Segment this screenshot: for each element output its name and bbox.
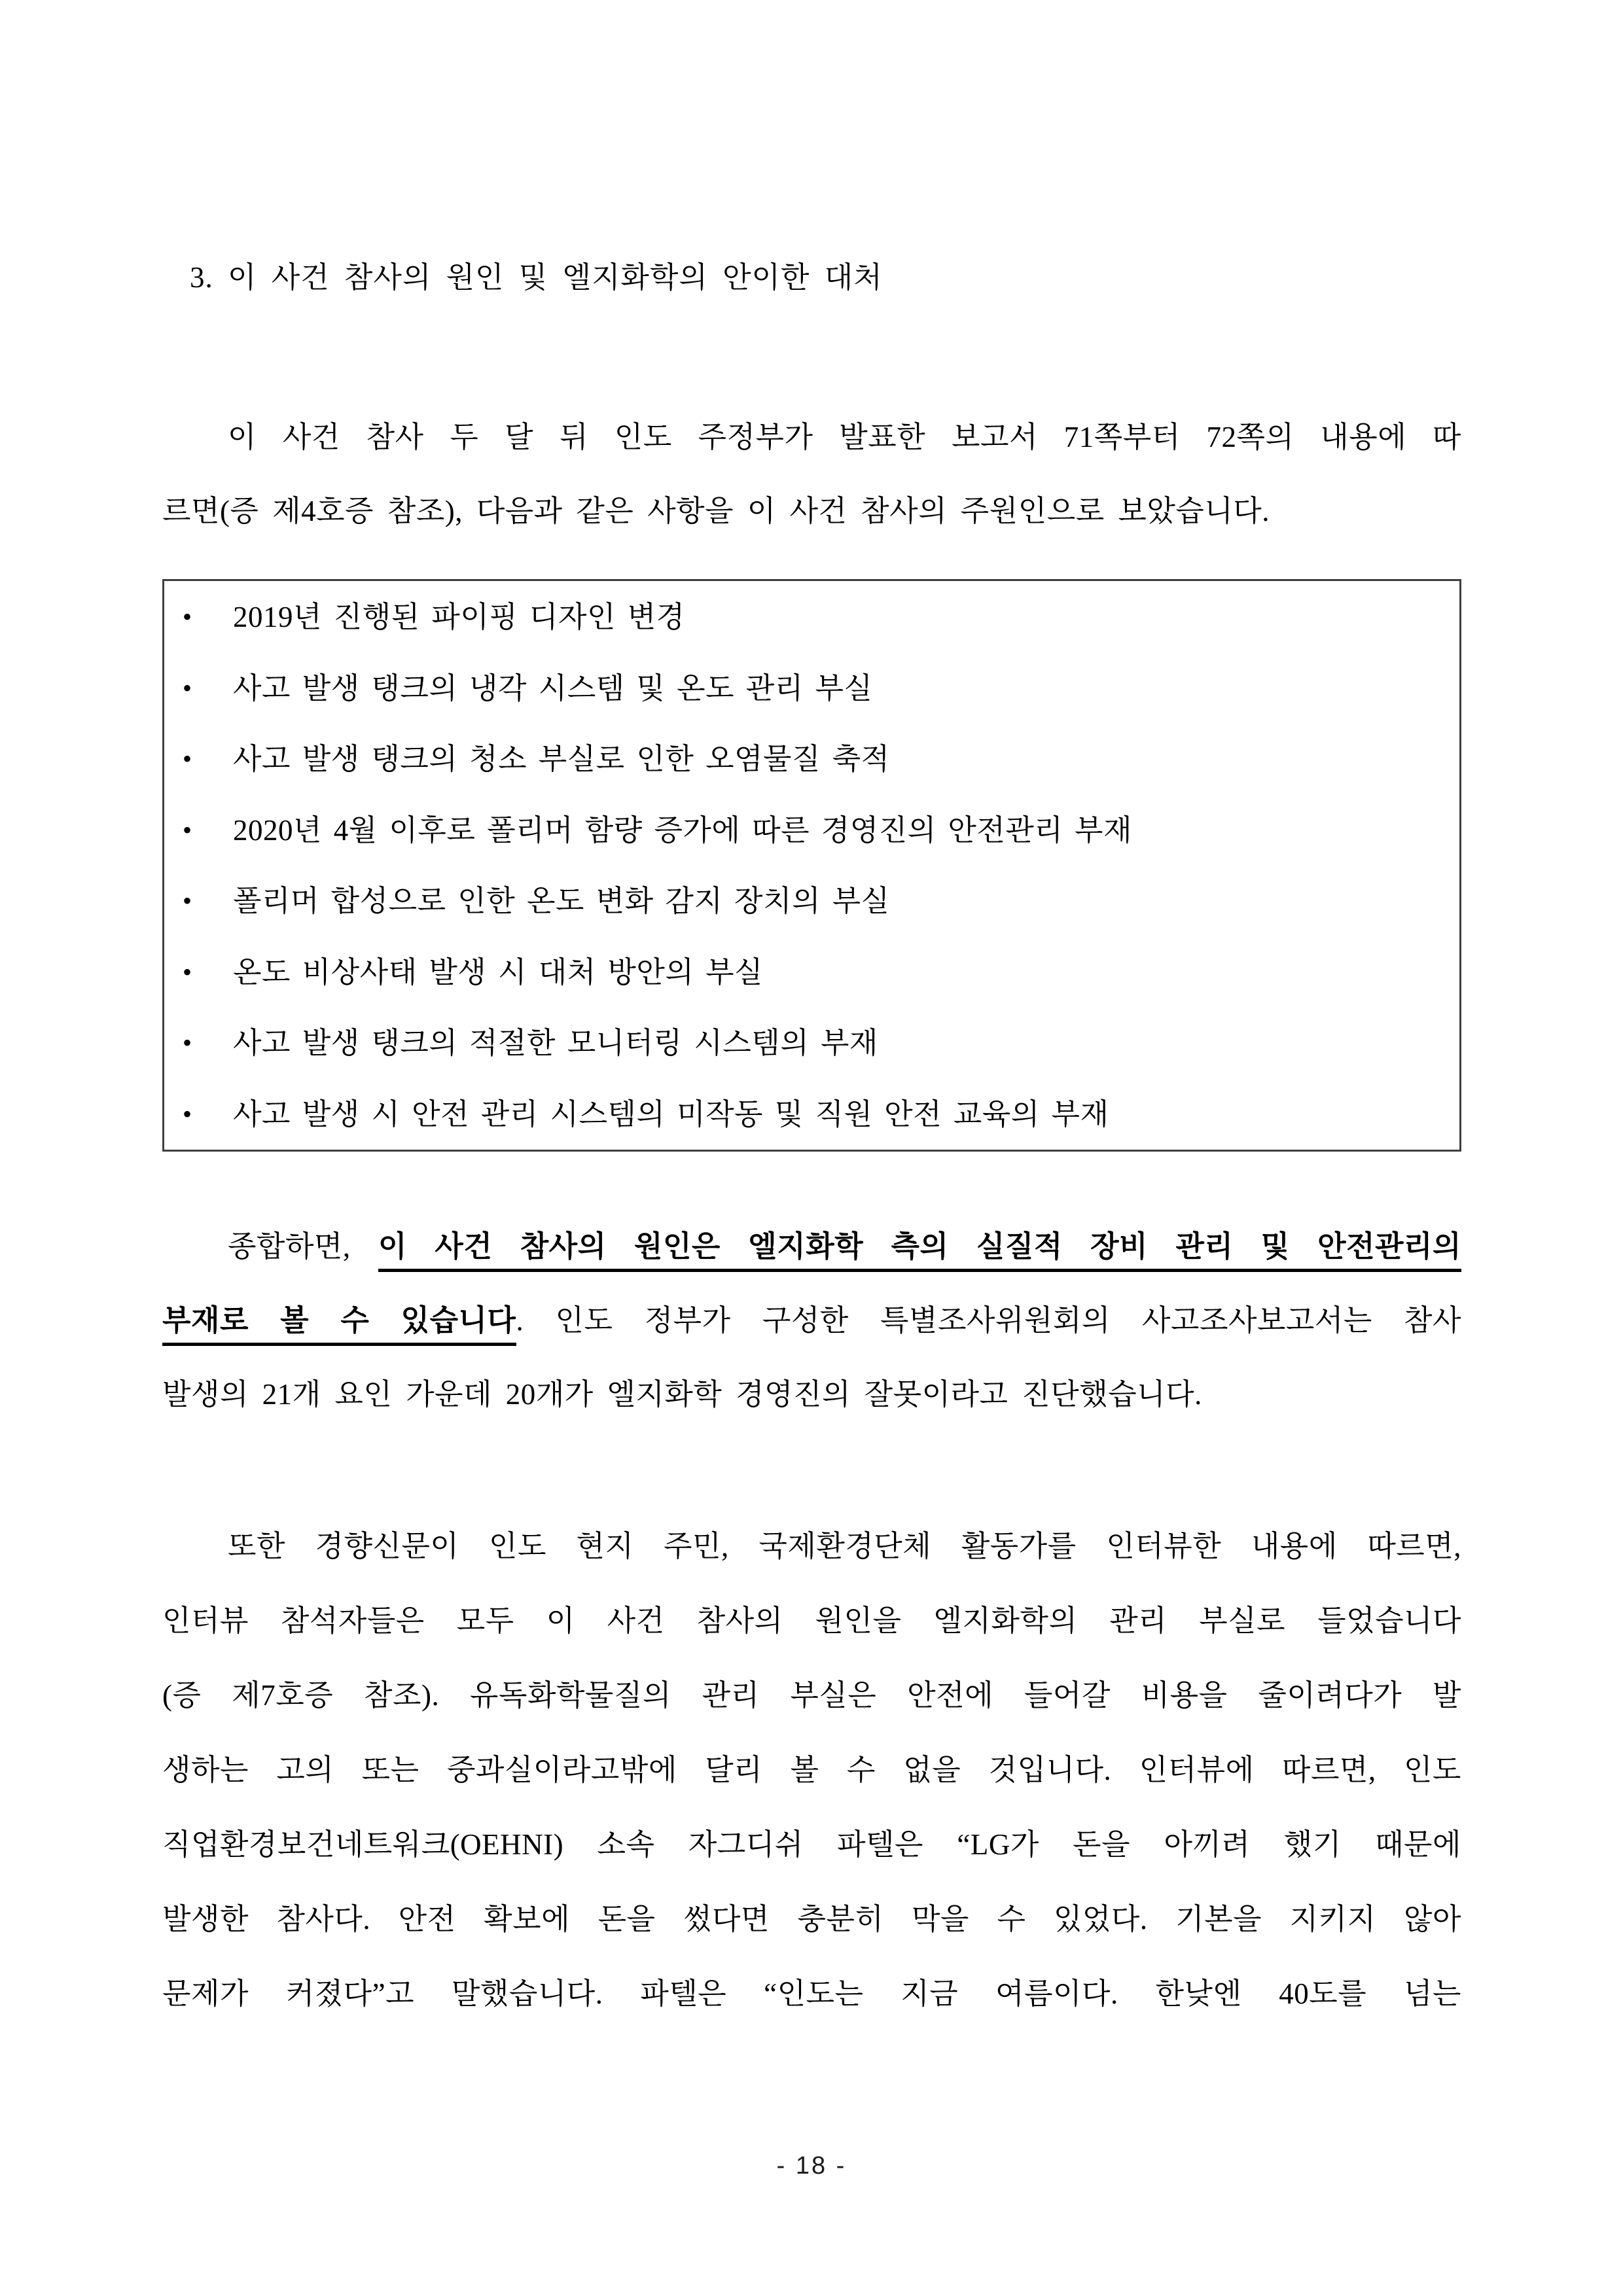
emphasis-text: 이 사건 참사의 원인은 엘지화학 측의 실질적 장비 관리 및 안전관리의	[378, 1230, 1461, 1272]
text-run: 직업환경보건네트워크(OEHNI) 소속 자그디쉬 파텔은 “LG가 돈을 아끼려 했기 때문에	[162, 1828, 1461, 1861]
list-item-text: 사고 발생 탱크의 적절한 모니터링 시스템의 부재	[233, 1027, 878, 1059]
paragraph-conclusion	[162, 1210, 1461, 1432]
list-item-text: 사고 발생 시 안전 관리 시스템의 미작동 및 직원 안전 교육의 부재	[233, 1097, 1109, 1131]
list-item-text: 사고 발생 탱크의 청소 부실로 인한 오염물질 축적	[233, 743, 890, 775]
text-line	[162, 474, 1461, 548]
text-line	[162, 400, 1461, 474]
list-item-text: 사고 발생 탱크의 냉각 시스템 및 온도 관리 부실	[233, 671, 873, 705]
section-heading: 3. 이 사건 참사의 원인 및 엘지화학의 안이한 대처	[190, 261, 883, 294]
text-run: 문제가 커졌다”고 말했습니다. 파텔은 “인도는 지금 여름이다. 한낮엔 40도를 넘는	[162, 1977, 1461, 2010]
text-line	[162, 1882, 1461, 1956]
emphasis-text: 부재로 볼 수 있습니다	[162, 1304, 516, 1346]
paragraph-intro	[162, 400, 1461, 548]
text-run: 생하는 고의 또는 중과실이라고밖에 달리 볼 수 없을 것입니다. 인터뷰에 따르면, 인도	[162, 1754, 1461, 1786]
text-line	[162, 1509, 1461, 1583]
text-line	[162, 1956, 1461, 2031]
text-run: 종합하면,	[228, 1230, 351, 1263]
text-run: 발생한 참사다. 안전 확보에 돈을 썼다면 충분히 막을 수 있었다. 기본을 지키지 않아	[162, 1903, 1461, 1935]
list-item	[164, 866, 1459, 937]
text-line	[162, 1210, 1461, 1284]
text-run: (증 제7호증 참조). 유독화학물질의 관리 부실은 안전에 들어갈 비용을 줄이려다가 발	[162, 1679, 1461, 1712]
text-line	[162, 1807, 1461, 1882]
cause-list-box	[162, 579, 1461, 1152]
bullet-icon: •	[183, 1099, 192, 1129]
text-run: 인터뷰 참석자들은 모두 이 사건 참사의 원인을 엘지화학의 관리 부실로 들었습니다	[162, 1604, 1461, 1637]
text-run: 발생의 21개 요인 가운데 20개가 엘지화학 경영진의 잘못이라고 진단했습니다.	[162, 1378, 1202, 1411]
list-item	[164, 1008, 1459, 1079]
text-line	[162, 1284, 1461, 1358]
text-run: . 인도 정부가 구성한 특별조사위원회의 사고조사보고서는 참사	[516, 1304, 1461, 1337]
text-line	[162, 1658, 1461, 1733]
page-number: - 18 -	[776, 2152, 847, 2180]
text-run: 또한 경향신문이 인도 현지 주민, 국제환경단체 활동가를 인터뷰한 내용에 따르면,	[228, 1530, 1461, 1563]
bullet-icon: •	[183, 602, 192, 631]
text-run: 이 사건 참사 두 달 뒤 인도 주정부가 발표한 보고서 71쪽부터 72쪽의 내용에 따	[228, 421, 1461, 453]
list-item-text: 2019년 진행된 파이핑 디자인 변경	[233, 601, 685, 633]
list-item	[164, 795, 1459, 866]
text-run: 르면(증 제4호증 참조), 다음과 같은 사항을 이 사건 참사의 주원인으로 보았습니다.	[162, 495, 1270, 527]
list-item	[164, 1079, 1459, 1150]
list-item	[164, 582, 1459, 653]
text-line	[162, 1358, 1461, 1432]
paragraph-interview	[162, 1509, 1461, 2031]
bullet-icon: •	[183, 957, 192, 987]
text-line	[162, 1733, 1461, 1807]
bullet-icon: •	[183, 673, 192, 703]
bullet-icon: •	[183, 744, 192, 773]
bullet-icon: •	[183, 886, 192, 915]
bullet-icon: •	[183, 1028, 192, 1057]
text-line	[162, 1583, 1461, 1658]
bullet-icon: •	[183, 815, 192, 845]
list-item	[164, 724, 1459, 795]
list-item	[164, 937, 1459, 1008]
list-item-text: 2020년 4월 이후로 폴리머 함량 증가에 따른 경영진의 안전관리 부재	[233, 813, 1133, 847]
list-item-text: 폴리머 합성으로 인한 온도 변화 감지 장치의 부실	[233, 885, 890, 917]
list-item	[164, 653, 1459, 724]
list-item-text: 온도 비상사태 발생 시 대처 방안의 부실	[233, 955, 764, 989]
